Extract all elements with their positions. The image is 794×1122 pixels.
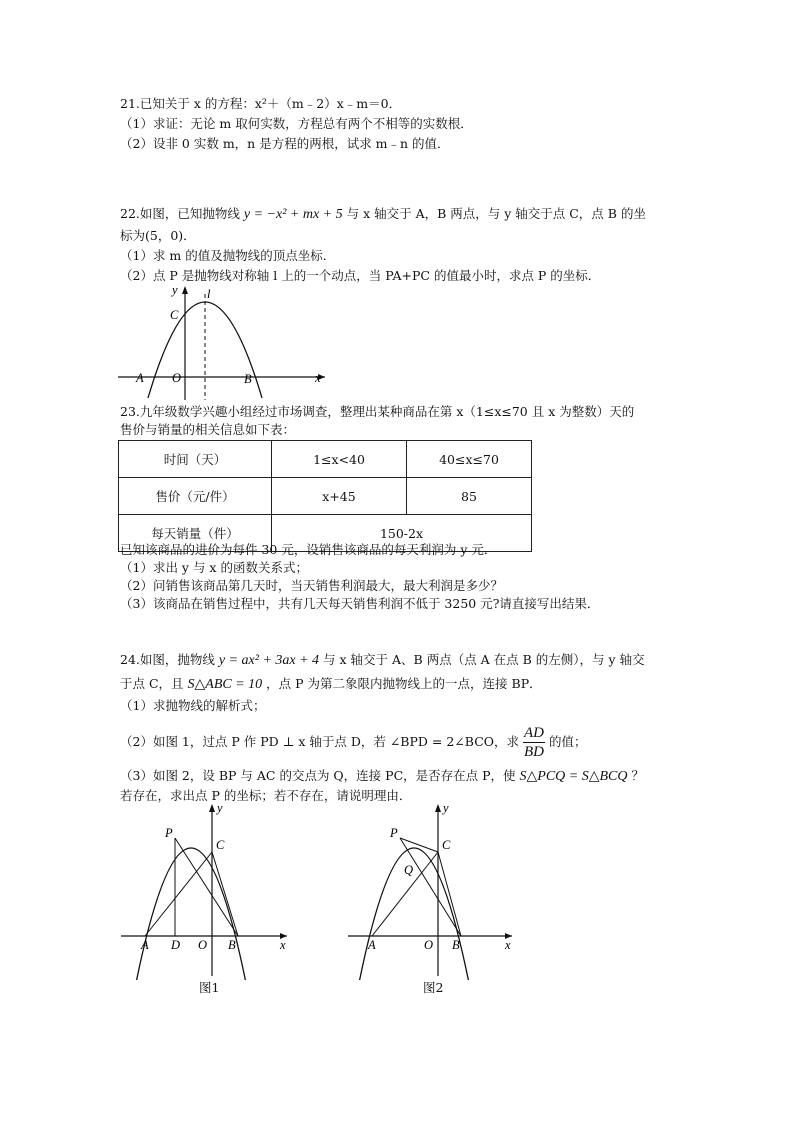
label-a: A [136,371,144,385]
table-cell: 150-2x [272,515,532,552]
label-c: C [170,308,179,322]
table-cell: 时间（天） [119,441,272,478]
q22-stem-a: 22.如图，已知抛物线 [120,206,240,221]
q24-equation: y = ax² + 3ax + 4 [218,653,320,668]
q24-part3-line1 [120,768,644,785]
q22-parabola-figure [110,282,340,402]
q23-part3: （3）该商品在销售过程中，共有几天每天销售利润不低于 3250 元?请直接写出结果． [120,596,600,611]
segment-cb [212,852,238,936]
q22-stem-line1 [120,206,646,223]
q21-part1: （1）求证：无论 m 取何实数，方程总有两个不相等的实数根． [120,116,473,131]
segment-ac [145,852,212,936]
table-cell: 85 [407,478,532,515]
q23-after: 已知该商品的进价为每件 30 元，设销售该商品的每天利润为 y 元． [120,542,497,557]
q21-stem: 21.已知关于 x 的方程：x²＋（m﹣2）x﹣m＝0． [120,96,402,111]
label-q: Q [404,863,414,877]
label-x: x [505,938,511,952]
q24-part2-b: 的值； [548,734,587,749]
q24-stem-line2 [120,676,542,693]
q24-stem-line1 [120,652,645,669]
q24-area-eq: S△ABC = 10 [187,677,263,692]
q24-stem-c1: 于点 C，且 [120,676,184,691]
q22-equation: y = −x² + mx + 5 [243,207,343,222]
label-d: D [171,938,181,952]
label-b: B [452,938,460,952]
q23-stem-b: 售价与销量的相关信息如下表： [120,422,296,437]
q24-part3-c: 若存在，求出点 P 的坐标；若不存在，请说明理由． [120,788,412,803]
q24-part3-b: ？ [631,768,644,783]
q21-part2: （2）设非 0 实数 m，n 是方程的两根，试求 m﹣n 的值． [120,136,450,151]
q23-info-table [118,440,532,552]
q23-part1: （1）求出 y 与 x 的函数关系式； [120,560,308,575]
label-p: P [165,826,173,840]
label-b: B [244,372,252,386]
label-o: O [424,938,434,952]
table-cell: 每天销量（件） [119,515,272,552]
table-cell: 售价（元/件） [119,478,272,515]
table-cell: 1≤x<40 [272,441,407,478]
label-c: C [216,838,225,852]
q24-part1: （1）求抛物线的解析式； [120,698,266,713]
ad-over-bd-fraction [523,724,545,761]
q24-stem-c2: ，点 P 为第二象限内抛物线上的一点，连接 BP． [266,676,542,691]
q24-stem-a: 24.如图，抛物线 [120,652,215,667]
label-p: P [390,826,398,840]
fraction-numerator: AD [524,725,544,741]
q23-part2: （2）问销售该商品第几天时，当天销售利润最大，最大利润是多少？ [120,578,503,593]
label-b: B [228,938,236,952]
y-axis-arrow-icon [209,804,215,812]
fraction-denominator: BD [524,744,544,760]
q24-figure-1 [115,800,305,980]
q22-part1: （1）求 m 的值及抛物线的顶点坐标． [120,248,336,263]
y-axis-arrow-icon [182,286,188,294]
figure-2-caption: 图2 [423,980,444,995]
label-c: C [442,838,451,852]
label-y: y [217,801,223,815]
q24-stem-b: 与 x 轴交于 A、B 两点（点 A 在点 B 的左侧），与 y 轴交 [323,652,645,667]
table-row [119,441,532,478]
q22-stem-b: 与 x 轴交于 A，B 两点，与 y 轴交于点 C，点 B 的坐 [346,206,646,221]
q24-part3-eq: S△PCQ = S△BCQ [519,769,628,784]
q24-part2-a: （2）如图 1，过点 P 作 PD ⊥ x 轴于点 D，若 ∠BPD = 2∠BCO，求 [120,734,520,749]
parabola-curve [135,848,247,980]
label-a: A [141,938,149,952]
q24-part3-a: （3）如图 2，设 BP 与 AC 的交点为 Q，连接 PC，是否存在点 P，使 [120,768,516,783]
y-axis-arrow-icon [435,804,441,812]
segment-pc [400,838,438,852]
q22-part2: （2）点 P 是抛物线对称轴 l 上的一个动点，当 PA+PC 的值最小时，求点 P 的坐标． [120,268,601,283]
segment-cb [438,852,461,936]
parabola-curve [358,848,470,980]
q23-stem-a: 23.九年级数学兴趣小组经过市场调查，整理出某种商品在第 x（1≤x≤70 且 x 为整数）天的 [120,404,635,419]
label-y: y [443,801,449,815]
label-x: x [280,938,286,952]
label-a: A [368,938,376,952]
label-x: x [315,371,321,385]
table-cell: x+45 [272,478,407,515]
label-y: y [172,283,178,297]
figure-1-caption: 图1 [199,980,220,995]
table-row [119,478,532,515]
label-o: O [198,938,208,952]
segment-pb [400,838,461,936]
label-l: l [207,287,211,301]
q24-figure-2 [340,800,530,980]
q24-part2 [120,722,587,762]
label-o: O [172,371,182,385]
q22-stem-c: 标为(5，0)． [120,228,196,243]
table-cell: 40≤x≤70 [407,441,532,478]
